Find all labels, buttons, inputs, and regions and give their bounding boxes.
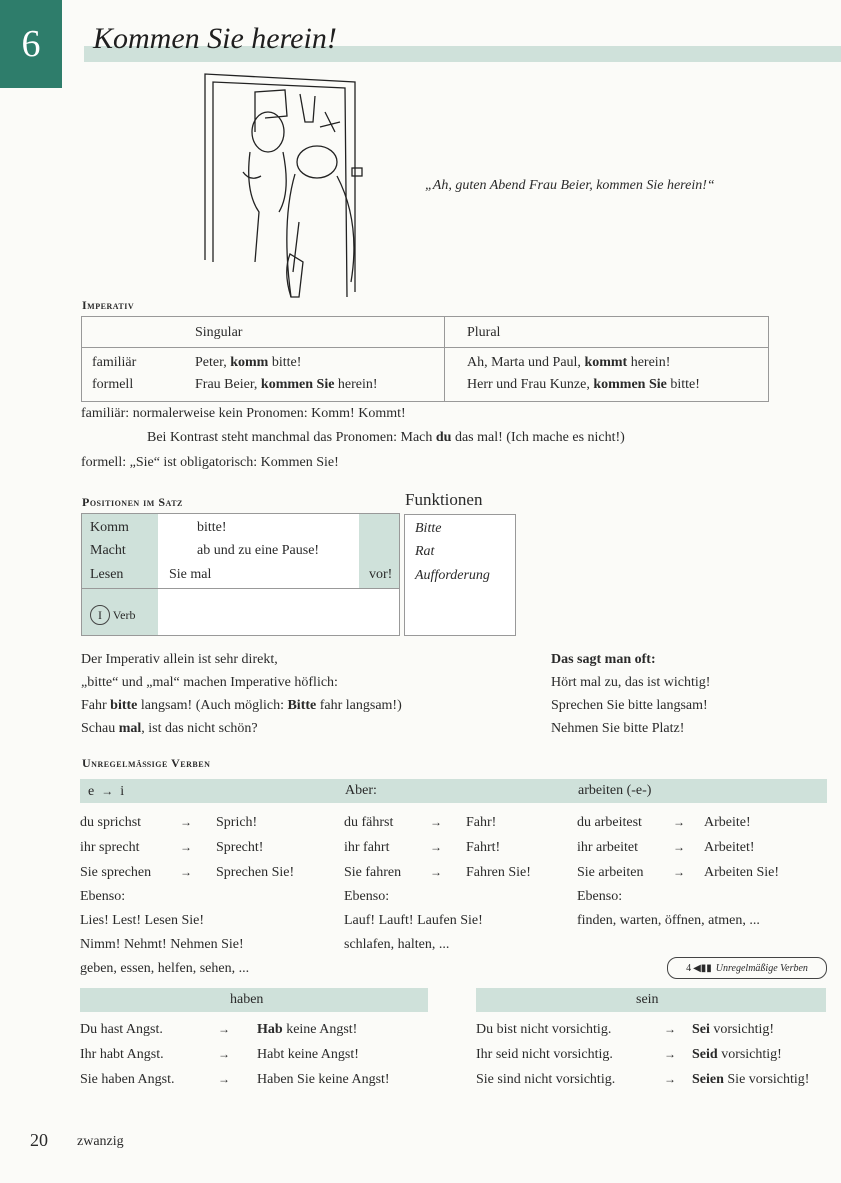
col3-header: arbeiten (-e-) xyxy=(578,783,652,798)
pos-end-3: vor! xyxy=(369,567,393,582)
legend-circle: I xyxy=(90,605,110,625)
pos-legend: I Verb xyxy=(90,605,135,625)
unregelmaessig-heading: Unregelmäßige Verben xyxy=(82,756,211,770)
verb-col1: du sprichst → Sprich! ihr sprecht → Sprecht! Sie sprechen → Sprechen Sie! Ebenso: Lies! Lest! Lesen Sie! Nimm! Nehmt! Nehmen Sie! geben, essen, helfen, sehen, ... xyxy=(80,815,295,976)
sein-rows: Du bist nicht vorsichtig. → Sei vorsichtig! Ihr seid nicht vorsichtig. → Seid vorsichtig! Sie sind nicht vorsichtig. → Seien Sie vorsichtig! xyxy=(476,1022,810,1087)
row-label-formell: formell xyxy=(92,377,134,392)
singular-familiar: Peter, komm bitte! xyxy=(195,355,302,370)
funktionen-heading: Funktionen xyxy=(405,490,483,509)
haben-heading: haben xyxy=(230,992,264,1007)
illustration-caption: „Ah, guten Abend Frau Beier, kommen Sie herein!“ xyxy=(425,178,715,193)
funktion-3: Aufforderung xyxy=(415,568,490,583)
col1-header: e → i xyxy=(88,784,125,799)
page-number: 20 xyxy=(30,1130,48,1150)
pos-verb-3: Lesen xyxy=(90,567,124,582)
row-label-familiar: familiär xyxy=(92,355,137,370)
page-word: zwanzig xyxy=(77,1134,124,1149)
singular-formell: Frau Beier, kommen Sie herein! xyxy=(195,377,378,392)
sagt-man-block: Das sagt man oft: Hört mal zu, das ist wichtig! Sprechen Sie bitte langsam! Nehmen Sie bitte Platz! xyxy=(551,652,711,736)
plural-formell: Herr und Frau Kunze, kommen Sie bitte! xyxy=(467,377,700,392)
pos-middle-3: Sie mal xyxy=(169,567,212,582)
note-formell: formell: „Sie“ ist obligatorisch: Kommen Sie! xyxy=(81,455,339,470)
arrow-left-icon: ◀▮▮ xyxy=(693,962,712,974)
chapter-number-box xyxy=(0,0,62,88)
positionen-heading: Positionen im Satz xyxy=(82,495,183,509)
hinweis-block: Der Imperativ allein ist sehr direkt, „bitte“ und „mal“ machen Imperative höflich: Fahr bitte langsam! (Auch möglich: Bitte fahr langsam!) Schau mal, ist das nicht schön? xyxy=(81,652,402,736)
verb-col3: du arbeitest → Arbeite! ihr arbeitet → Arbeitet! Sie arbeiten → Arbeiten Sie! Ebenso: finden, warten, öffnen, atmen, ... xyxy=(577,815,780,928)
note-familiar: familiär: normalerweise kein Pronomen: Komm! Kommt! xyxy=(81,406,406,421)
sein-heading: sein xyxy=(636,992,659,1007)
door-illustration xyxy=(195,72,385,302)
chapter-number: 6 xyxy=(21,23,41,65)
col-plural-header: Plural xyxy=(467,325,501,340)
verben-header-row xyxy=(80,779,827,803)
funktionen-table xyxy=(404,514,516,636)
note-kontrast: Bei Kontrast steht manchmal das Pronomen: Mach du das mal! (Ich mache es nicht!) xyxy=(147,430,625,445)
reference-badge[interactable]: 4 ◀▮▮ Unregelmäßige Verben xyxy=(667,957,827,979)
plural-familiar: Ah, Marta und Paul, kommt herein! xyxy=(467,355,671,370)
verb-col2: du fährst → Fahr! ihr fahrt → Fahrt! Sie fahren → Fahren Sie! Ebenso: Lauf! Lauft! Laufen Sie! schlafen, halten, ... xyxy=(344,815,531,952)
imperativ-heading: Imperativ xyxy=(82,298,135,312)
funktion-2: Rat xyxy=(415,544,435,559)
pos-verb-1: Komm xyxy=(90,520,129,535)
pos-verb-2: Macht xyxy=(90,543,126,558)
haben-rows: Du hast Angst. → Hab keine Angst! Ihr habt Angst. → Habt keine Angst! Sie haben Angst. → Haben Sie keine Angst! xyxy=(80,1022,390,1087)
positionen-table xyxy=(81,513,400,636)
pos-middle-2: ab und zu eine Pause! xyxy=(197,543,320,558)
col-singular-header: Singular xyxy=(195,325,243,340)
funktion-1: Bitte xyxy=(415,521,442,536)
chapter-title: Kommen Sie herein! xyxy=(93,22,337,55)
pos-middle-1: bitte! xyxy=(197,520,227,535)
imperativ-table xyxy=(81,316,769,402)
col2-header: Aber: xyxy=(345,783,377,798)
